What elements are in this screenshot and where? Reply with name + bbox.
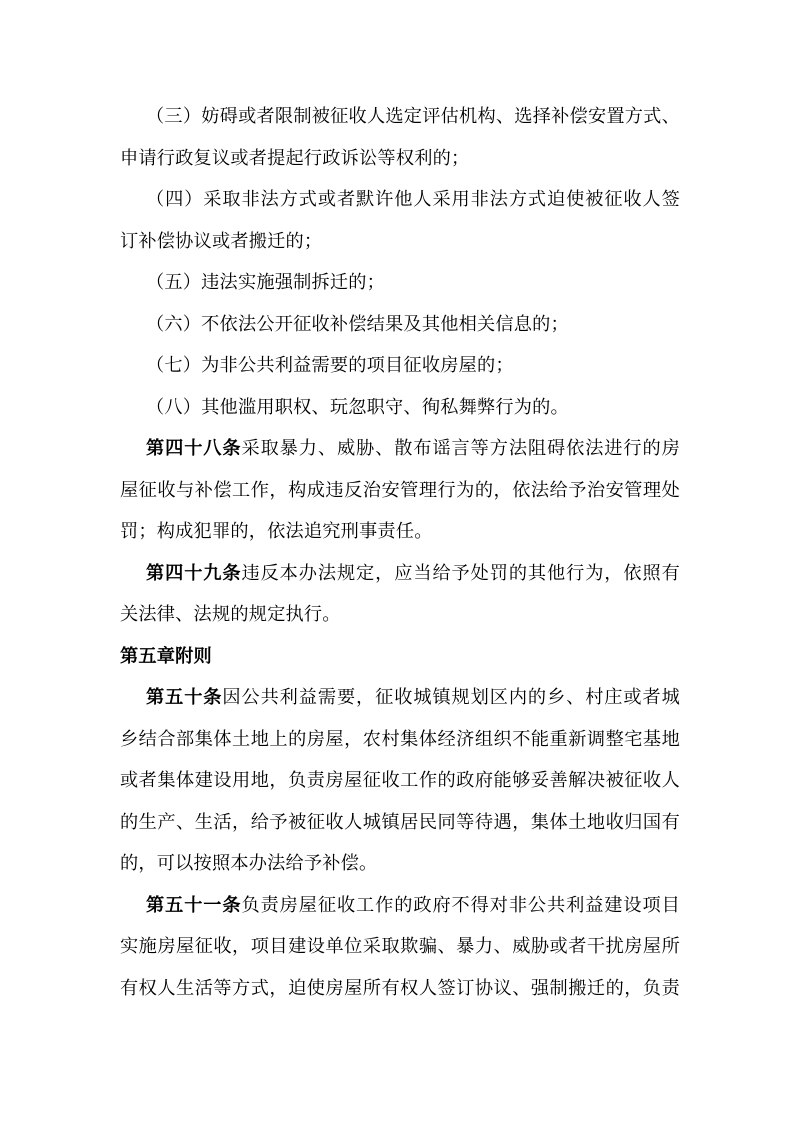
line-text: 的生产、生活，给予被征收人城镇居民同等待遇，集体土地收归国有 xyxy=(120,811,680,832)
line-text: 因公共利益需要，征收城镇规划区内的乡、村庄或者城 xyxy=(222,687,680,707)
line-text: 有权人生活等方式，迫使房屋所有权人签订协议、强制搬迁的，负责 xyxy=(120,977,680,998)
document-line xyxy=(120,138,680,180)
line-text: 负责房屋征收工作的政府不得对非公共利益建设项目 xyxy=(241,894,680,915)
article-number: 第五十条 xyxy=(146,687,223,707)
document-line xyxy=(120,843,680,885)
document-line xyxy=(120,594,680,636)
line-text: （八）其他滥用职权、玩忽职守、徇私舞弊行为的。 xyxy=(146,396,569,417)
line-text: （四）采取非法方式或者默许他人采用非法方式迫使被征收人签 xyxy=(146,189,680,209)
line-text: 屋征收与补偿工作，构成违反治安管理行为的，依法给予治安管理处 xyxy=(120,479,680,500)
line-text: 的，可以按照本办法给予补偿。 xyxy=(120,853,378,873)
document-line-article-50 xyxy=(120,677,680,719)
line-text: （三）妨碍或者限制被征收人选定评估机构、选择补偿安置方式、 xyxy=(146,106,680,126)
document-line xyxy=(120,968,680,1010)
line-text: 罚；构成犯罪的，依法追究刑事责任。 xyxy=(120,521,433,541)
document-line xyxy=(120,221,680,263)
line-text: （七）为非公共利益需要的项目征收房屋的； xyxy=(146,355,514,375)
line-text: 采取暴力、威胁、散布谣言等方法阻碍依法进行的房 xyxy=(241,438,680,458)
article-number: 第四十九条 xyxy=(146,562,242,583)
document-line xyxy=(120,387,680,429)
document-line xyxy=(120,760,680,802)
document-text-block xyxy=(120,96,680,1009)
document-line xyxy=(120,719,680,761)
document-line xyxy=(120,262,680,304)
document-line xyxy=(120,511,680,553)
line-text: 或者集体建设用地，负责房屋征收工作的政府能够妥善解决被征收人 xyxy=(120,770,680,790)
line-text: 订补偿协议或者搬迁的； xyxy=(120,230,323,251)
line-text: 实施房屋征收，项目建设单位采取欺骗、暴力、威胁或者干扰房屋所 xyxy=(120,936,680,956)
line-text: （六）不依法公开征收补偿结果及其他相关信息的； xyxy=(146,313,569,334)
chapter-heading-text: 第五章附则 xyxy=(120,645,212,666)
document-line xyxy=(120,802,680,844)
document-line xyxy=(120,345,680,387)
document-line xyxy=(120,926,680,968)
line-text: 申请行政复议或者提起行政诉讼等权利的； xyxy=(120,147,470,168)
document-line-article-51 xyxy=(120,885,680,927)
document-line-article-48 xyxy=(120,428,680,470)
document-line xyxy=(120,96,680,138)
article-number: 第五十一条 xyxy=(146,894,242,915)
line-text: 乡结合部集体土地上的房屋，农村集体经济组织不能重新调整宅基地 xyxy=(120,728,680,749)
document-line xyxy=(120,179,680,221)
article-number: 第四十八条 xyxy=(146,438,242,458)
line-text: （五）违法实施强制拆迁的； xyxy=(146,272,386,292)
chapter-heading xyxy=(120,636,680,678)
document-line xyxy=(120,470,680,512)
document-line xyxy=(120,304,680,346)
line-text: 关法律、法规的规定执行。 xyxy=(120,604,341,624)
document-line-article-49 xyxy=(120,553,680,595)
line-text: 违反本办法规定，应当给予处罚的其他行为，依照有 xyxy=(241,562,680,583)
